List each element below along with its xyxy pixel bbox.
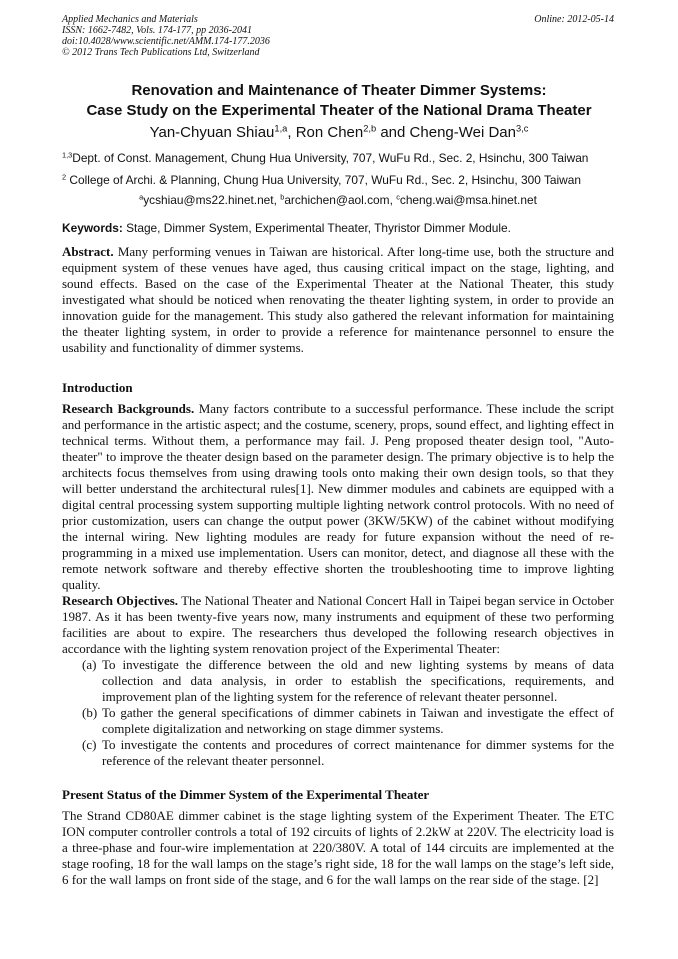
author-1: Yan-Chyuan Shiau <box>149 124 275 141</box>
objectives-label: Research Objectives. <box>62 593 179 608</box>
section-heading-introduction: Introduction <box>62 380 133 395</box>
affiliation-1-text: Dept. of Const. Management, Chung Hua University, 707, WuFu Rd., Sec. 2, Hsinchu, 300 Taiwan <box>72 151 589 165</box>
email-list <box>62 193 614 207</box>
abstract-label: Abstract. <box>62 244 114 259</box>
journal-name: Applied Mechanics and Materials <box>62 14 198 25</box>
introduction-body <box>62 401 614 769</box>
list-item <box>62 737 614 769</box>
list-item <box>62 705 614 737</box>
present-status-text: The Strand CD80AE dimmer cabinet is the stage lighting system of the Experiment Theater. The ETC ION computer controller controls a total of 192 circuits of lights of 2.2kW at 220V. The electricity load is a three-phase and four-wire implementation at 220/380V. A total of 144 circuits are implemented at the stage roofing, 18 for the wall lamps on the stage’s right side, 18 for the wall lamps on the stage’s left side, 6 for the wall lamps on front side of the stage, and 6 for the wall lamps on the rear side of the stage. [2] <box>62 808 614 887</box>
title-line-2: Case Study on the Experimental Theater of the National Drama Theater <box>86 101 592 119</box>
list-item-text: To investigate the difference between the old and new lighting systems by means of data collection and data analysis, in order to establish the specifications, requirements, and improvement plan of the lighting system for the reference of relevant theater personnel. <box>102 657 614 704</box>
backgrounds-text: Many factors contribute to a successful performance. These include the script and performance in the artistic aspect; and the costume, scenery, props, sound effect, and lighting effect in technical terms. Without them, a performance may fail. J. Peng proposed theater design tool, "Auto-theater" to improve the theater design based on the parameter design. The primary objective is to help the architects focus themselves from using drawing tools onto making their own design tools, so that they will better understand the architectural rules[1]. New dimmer modules and cabinets are equipped with a digital central processing system supporting multiple lighting network control protocols. With no need of prior customization, users can change the output power (3KW/5KW) of the cabinet without modifying the internal wiring. New lighting modules are ready for future expansion without the need of re-programming in a mixed use implementation. Users can monitor, detect, and diagnose all these with the remote network software and thereby effective shorten the troubleshooting time to improve lighting quality. <box>62 401 614 592</box>
affiliation-2-marker: 2 <box>62 172 67 182</box>
list-item-text: To investigate the contents and procedures of correct maintenance for dimmer systems for the reference of the relevant theater personnel. <box>102 737 614 768</box>
author-sep: , <box>287 124 296 141</box>
present-status-body <box>62 808 614 888</box>
title-line-1: Renovation and Maintenance of Theater Dimmer Systems: <box>131 82 547 99</box>
research-objectives <box>62 593 614 657</box>
list-item <box>62 657 614 705</box>
keywords-text: Stage, Dimmer System, Experimental Theater, Thyristor Dimmer Module. <box>122 221 511 235</box>
email-b[interactable]: archichen@aol.com, <box>284 193 397 207</box>
paper-title <box>40 81 638 120</box>
email-b-marker: b <box>280 192 285 202</box>
online-date: Online: 2012-05-14 <box>534 14 614 25</box>
affiliation-1 <box>62 151 614 165</box>
author-3: Cheng-Wei Dan <box>409 124 516 141</box>
issn-line: ISSN: 1662-7482, Vols. 174-177, pp 2036-2041 <box>62 25 252 36</box>
email-a[interactable]: ycshiau@ms22.hinet.net, <box>143 193 281 207</box>
objectives-text: The National Theater and National Concert Hall in Taipei began service in October 1987. As it has been twenty-five years now, many instruments and equipment of these two performing facilities are about to expire. The researchers thus developed the following research objectives in accordance with the lighting system renovation project of the Experimental Theater: <box>62 593 614 656</box>
keywords-label: Keywords: <box>62 221 123 235</box>
keywords <box>62 221 622 235</box>
email-a-marker: a <box>139 192 144 202</box>
research-backgrounds <box>62 401 614 593</box>
author-list <box>40 123 638 143</box>
list-marker: (a) <box>82 657 97 672</box>
author-3-affil: 3,c <box>516 123 529 134</box>
email-c-marker: c <box>396 192 400 202</box>
backgrounds-label: Research Backgrounds. <box>62 401 195 416</box>
author-1-affil: 1,a <box>274 123 288 134</box>
affiliation-2 <box>62 173 614 187</box>
author-2-affil: 2,b <box>363 123 377 134</box>
author-sep: and <box>376 124 410 141</box>
copyright-line: © 2012 Trans Tech Publications Ltd, Switzerland <box>62 47 260 58</box>
list-item-text: To gather the general specifications of dimmer cabinets in Taiwan and investigate the effect of complete digitalization and networking on stage dimmer systems. <box>102 705 614 736</box>
objectives-list <box>62 657 614 769</box>
section-heading-present-status: Present Status of the Dimmer System of the Experimental Theater <box>62 787 430 802</box>
email-c[interactable]: cheng.wai@msa.hinet.net <box>399 193 537 207</box>
affiliation-2-text: College of Archi. & Planning, Chung Hua University, 707, WuFu Rd., Sec. 2, Hsinchu, 300 Taiwan <box>66 173 581 187</box>
abstract <box>62 244 614 356</box>
doi-line: doi:10.4028/www.scientific.net/AMM.174-177.2036 <box>62 36 270 47</box>
affiliation-1-marker: 1,3 <box>62 150 73 160</box>
journal-header <box>62 14 614 58</box>
abstract-text: Many performing venues in Taiwan are historical. After long-time use, both the structure and equipment system of these venues have aged, thus causing critical impact on the stage, lighting, and sound effects. Based on the case of the Experimental Theater at the National Theater, this study investigated what should be noticed when renovating the theater lighting system, in order to provide an innovation guide for the management. This study also gathered the relevant information for maintaining the theater lighting system, in order to provide a reference for maintenance personnel to ensure the usability and functionality of dimmer systems. <box>62 244 614 355</box>
list-marker: (b) <box>82 705 98 720</box>
list-marker: (c) <box>82 737 97 752</box>
author-2: Ron Chen <box>295 124 364 141</box>
